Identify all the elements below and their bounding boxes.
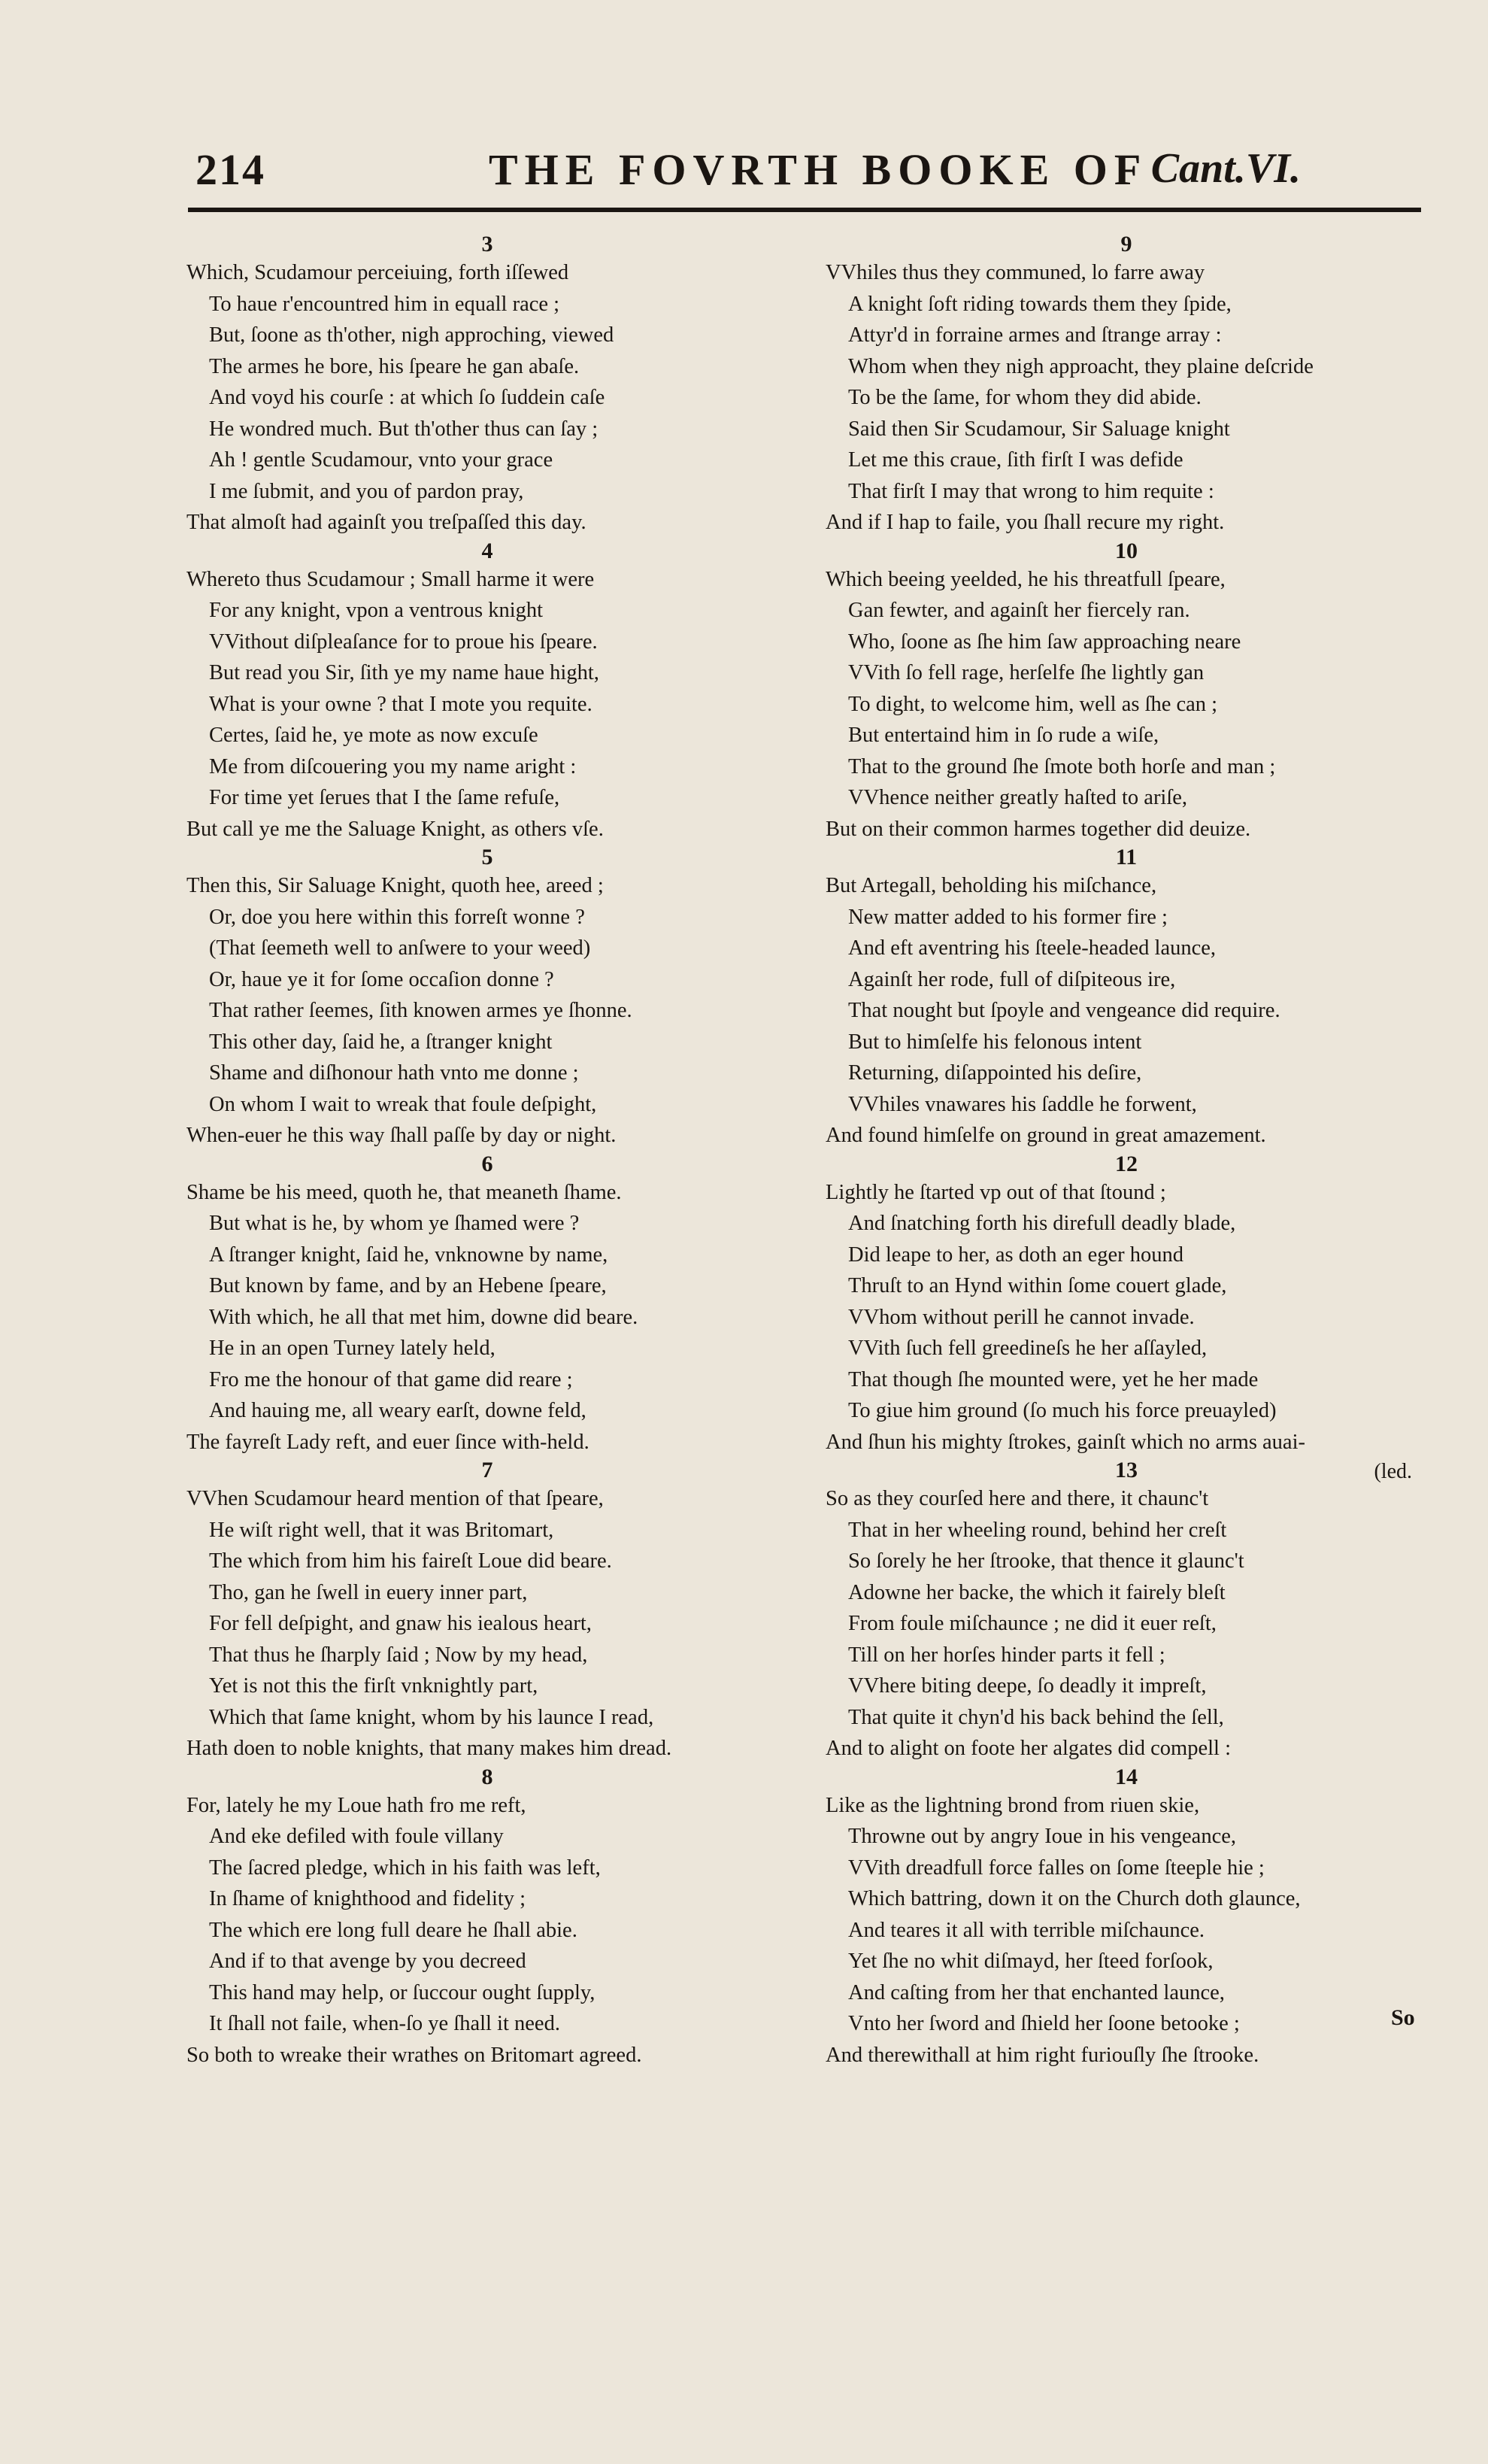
stanza <box>186 1765 788 2071</box>
stanza-number: 11 <box>1115 845 1138 869</box>
verse-line: Fro me the honour of that game did reare ; <box>209 1367 573 1391</box>
verse-line: And teares it all with terrible miſchaunce. <box>848 1918 1205 1942</box>
canto-label: Cant.VI. <box>1150 145 1301 192</box>
stanza <box>826 845 1427 1152</box>
stanza-number: 3 <box>481 232 493 256</box>
stanza-number: 14 <box>1115 1764 1138 1789</box>
verse-line: From foule miſchaunce ; ne did it euer reſt, <box>848 1612 1217 1635</box>
stanza-number: 4 <box>481 538 493 563</box>
turnover-text: (led. <box>1374 1460 1412 1483</box>
stanza <box>826 1152 1427 1458</box>
verse-line: Gan fewter, and againſt her fiercely ran. <box>848 599 1190 622</box>
verse-line: And if I hap to faile, you ſhall recure my right. <box>826 511 1225 534</box>
stanza <box>186 1458 788 1765</box>
stanza <box>826 232 1427 539</box>
verse-line: That though ſhe mounted were, yet he her made <box>848 1367 1259 1391</box>
verse-line: That in her wheeling round, behind her creſt <box>848 1518 1227 1542</box>
stanza-number: 6 <box>481 1151 493 1176</box>
verse-line: Which beeing yeelded, he his threatfull ſpeare, <box>826 567 1226 591</box>
verse-line: That quite it chyn'd his back behind the ſell, <box>848 1705 1224 1729</box>
verse-line: And eke defiled with foule villany <box>209 1825 504 1848</box>
verse-line: But on their common harmes together did deuize. <box>826 817 1251 841</box>
verse-line: Vnto her ſword and ſhield her ſoone betooke ; <box>848 2012 1240 2035</box>
stanza-number: 5 <box>481 845 493 869</box>
verse-line: He in an open Turney lately held, <box>209 1337 495 1360</box>
verse-line: And to alight on foote her algates did compell : <box>826 1737 1231 1760</box>
stanza <box>826 539 1427 845</box>
verse-line: To dight, to welcome him, well as ſhe can ; <box>848 692 1218 716</box>
verse-line: That rather ſeemes, ſith knowen armes ye ſhonne. <box>209 999 632 1022</box>
verse-line: But what is he, by whom ye ſhamed were ? <box>209 1212 580 1235</box>
verse-line: But known by fame, and by an Hebene ſpeare, <box>209 1274 607 1297</box>
verse-line: And if to that avenge by you decreed <box>209 1950 526 1973</box>
verse-line: Till on her horſes hinder parts it fell ; <box>848 1643 1165 1667</box>
verse-line: Returning, diſappointed his deſire, <box>848 1061 1142 1085</box>
verse-line: Hath doen to noble knights, that many makes him dread. <box>186 1737 672 1760</box>
verse-line: And found himſelfe on ground in great amazement. <box>826 1124 1266 1147</box>
left-column <box>186 232 788 2071</box>
verse-line: And ſhun his mighty ſtrokes, gainſt which no arms auai- <box>826 1430 1305 1454</box>
verse-line: That firſt I may that wrong to him requite : <box>848 479 1214 503</box>
verse-line: Certes, ſaid he, ye mote as now excuſe <box>209 724 538 747</box>
verse-line: Lightly he ſtarted vp out of that ſtound ; <box>826 1180 1166 1204</box>
verse-line: Againſt her rode, full of diſpiteous ire, <box>848 967 1176 991</box>
verse-line: But Artegall, beholding his miſchance, <box>826 874 1157 897</box>
stanza-number: 8 <box>481 1764 493 1789</box>
verse-line: VVith ſuch fell greedineſs he her aſſayled, <box>848 1337 1208 1360</box>
verse-line: VVhen Scudamour heard mention of that ſpeare, <box>186 1487 604 1510</box>
verse-line: VVhence neither greatly haſted to ariſe, <box>848 786 1188 809</box>
verse-line: Thruſt to an Hynd within ſome couert glade, <box>848 1274 1227 1297</box>
verse-line: The which from him his faireſt Loue did beare. <box>209 1549 612 1573</box>
verse-line: Tho, gan he ſwell in euery inner part, <box>209 1580 528 1604</box>
stanza <box>826 1458 1427 1765</box>
verse-line: Who, ſoone as ſhe him ſaw approaching neare <box>848 630 1241 654</box>
verse-line: That nought but ſpoyle and vengeance did require. <box>848 999 1280 1022</box>
verse-line: A knight ſoft riding towards them they ſpide, <box>848 292 1232 316</box>
verse-line: For fell deſpight, and gnaw his iealous heart, <box>209 1612 592 1635</box>
verse-line: The ſacred pledge, which in his faith was left, <box>209 1856 601 1880</box>
verse-line: Me from diſcouering you my name aright : <box>209 754 577 778</box>
verse-line: Let me this craue, ſith firſt I was defide <box>848 448 1183 472</box>
verse-line: VVhom without perill he cannot invade. <box>848 1305 1195 1329</box>
verse-line: To be the ſame, for whom they did abide. <box>848 386 1202 409</box>
stanza <box>186 232 788 539</box>
verse-line: To haue r'encountred him in equall race ; <box>209 292 560 316</box>
stanza-number: 7 <box>481 1458 493 1482</box>
stanza-number: 10 <box>1115 538 1138 563</box>
verse-line: Which battring, down it on the Church doth glaunce, <box>848 1887 1301 1910</box>
verse-line: And therewithall at him right furiouſly ſhe ſtrooke. <box>826 2043 1259 2067</box>
verse-line: The which ere long full deare he ſhall abie. <box>209 1918 577 1942</box>
verse-line: Shame be his meed, quoth he, that meaneth ſhame. <box>186 1180 622 1204</box>
stanza <box>186 845 788 1152</box>
verse-line: The armes he bore, his ſpeare he gan abaſe. <box>209 354 580 378</box>
verse-line: And eft aventring his ſteele-headed launce, <box>848 936 1217 960</box>
verse-line: And hauing me, all weary earſt, downe feld, <box>209 1399 586 1422</box>
verse-line: It ſhall not faile, when-ſo ye ſhall it need. <box>209 2012 560 2035</box>
stanza-number: 12 <box>1115 1151 1138 1176</box>
verse-line: New matter added to his former fire ; <box>848 905 1168 929</box>
verse-line: So ſorely he her ſtrooke, that thence it glaunc't <box>848 1549 1244 1573</box>
verse-line: VVith ſo fell rage, herſelfe ſhe lightly gan <box>848 661 1205 684</box>
verse-line: Or, doe you here within this forreſt wonne ? <box>209 905 585 929</box>
verse-line: To giue him ground (ſo much his force preuayled) <box>848 1399 1277 1422</box>
stanza <box>186 1152 788 1458</box>
verse-line: Whereto thus Scudamour ; Small harme it were <box>186 567 595 591</box>
verse-line: For any knight, vpon a ventrous knight <box>209 599 544 622</box>
verse-line: He wiſt right well, that it was Britomart, <box>209 1518 554 1542</box>
catchword: So <box>1391 2005 1415 2030</box>
verse-line: Shame and diſhonour hath vnto me donne ; <box>209 1061 579 1085</box>
verse-line: Yet is not this the firſt vnknightly part, <box>209 1674 538 1698</box>
verse-line: But call ye me the Saluage Knight, as others vſe. <box>186 817 604 841</box>
verse-line: And caſting from her that enchanted launce, <box>848 1980 1225 2004</box>
verse-line: What is your owne ? that I mote you requite. <box>209 692 592 716</box>
verse-line: But read you Sir, ſith ye my name haue hight, <box>209 661 599 684</box>
verse-line: On whom I wait to wreak that foule deſpight, <box>209 1092 597 1116</box>
verse-line: This hand may help, or ſuccour ought ſupply, <box>209 1980 596 2004</box>
verse-line: Or, haue ye it for ſome occaſion donne ? <box>209 967 554 991</box>
verse-line: So both to wreake their wrathes on Britomart agreed. <box>186 2043 642 2067</box>
verse-line: That to the ground ſhe ſmote both horſe and man ; <box>848 754 1276 778</box>
verse-line: Did leape to her, as doth an eger hound <box>848 1243 1184 1267</box>
verse-line: But to himſelfe his felonous intent <box>848 1030 1142 1054</box>
verse-line: I me ſubmit, and you of pardon pray, <box>209 479 524 503</box>
stanza <box>826 1765 1427 2071</box>
running-title: THE FOVRTH BOOKE OF <box>489 145 1148 194</box>
verse-line: Yet ſhe no whit diſmayd, her ſteed forſook, <box>848 1950 1214 1973</box>
verse-line: VVhiles vnawares his ſaddle he forwent, <box>848 1092 1197 1116</box>
verse-line: Which, Scudamour perceiuing, forth iſſewed <box>186 261 569 284</box>
verse-line: A ſtranger knight, ſaid he, vnknowne by name, <box>209 1243 608 1267</box>
verse-line: Throwne out by angry Ioue in his vengeance, <box>848 1825 1237 1848</box>
verse-line: But entertaind him in ſo rude a wiſe, <box>848 724 1159 747</box>
verse-line: That thus he ſharply ſaid ; Now by my head, <box>209 1643 588 1667</box>
stanza-number: 13 (led. <box>1115 1458 1412 1483</box>
verse-line: Then this, Sir Saluage Knight, quoth hee, areed ; <box>186 874 604 897</box>
verse-line: VVhiles thus they communed, lo farre away <box>826 261 1205 284</box>
verse-line: This other day, ſaid he, a ſtranger knight <box>209 1030 553 1054</box>
verse-line: For time yet ſerues that I the ſame refuſe, <box>209 786 560 809</box>
page-number: 214 <box>195 145 265 194</box>
verse-line: (That ſeemeth well to anſwere to your weed) <box>209 936 591 960</box>
verse-line: In ſhame of knighthood and fidelity ; <box>209 1887 526 1910</box>
verse-line: Which that ſame knight, whom by his launce I read, <box>209 1705 654 1729</box>
verse-line: With which, he all that met him, downe did beare. <box>209 1305 638 1329</box>
verse-line: Whom when they nigh approacht, they plaine deſcride <box>848 354 1314 378</box>
verse-line: When-euer he this way ſhall paſſe by day or night. <box>186 1124 617 1147</box>
verse-line: And ſnatching forth his direfull deadly blade, <box>848 1212 1236 1235</box>
verse-line: For, lately he my Loue hath fro me reft, <box>186 1793 526 1817</box>
stanza-number: 9 <box>1120 232 1132 256</box>
verse-line: And voyd his courſe : at which ſo ſuddein caſe <box>209 386 605 409</box>
verse-line: That almoſt had againſt you treſpaſſed this day. <box>186 511 586 534</box>
header-rule <box>188 208 1421 212</box>
verse-line: VVithout diſpleaſance for to proue his ſpeare. <box>209 630 598 654</box>
verse-line: Attyr'd in forraine armes and ſtrange array : <box>848 323 1222 347</box>
verse-line: He wondred much. But th'other thus can ſay ; <box>209 417 599 441</box>
verse-line: So as they courſed here and there, it chaunc't <box>826 1487 1209 1510</box>
stanza <box>186 539 788 845</box>
verse-line: The fayreſt Lady reft, and euer ſince with-held. <box>186 1430 589 1454</box>
running-header <box>188 135 1301 203</box>
verse-line: Said then Sir Scudamour, Sir Saluage knight <box>848 417 1230 441</box>
verse-line: VVhere biting deepe, ſo deadly it impreſt, <box>848 1674 1207 1698</box>
right-column <box>826 232 1427 2071</box>
verse-line: VVith dreadfull force falles on ſome ſteeple hie ; <box>848 1856 1265 1880</box>
verse-line: But, ſoone as th'other, nigh approching, viewed <box>209 323 614 347</box>
verse-line: Like as the lightning brond from riuen skie, <box>826 1793 1200 1817</box>
verse-line: Ah ! gentle Scudamour, vnto your grace <box>209 448 553 472</box>
verse-line: Adowne her backe, the which it fairely bleſt <box>848 1580 1226 1604</box>
